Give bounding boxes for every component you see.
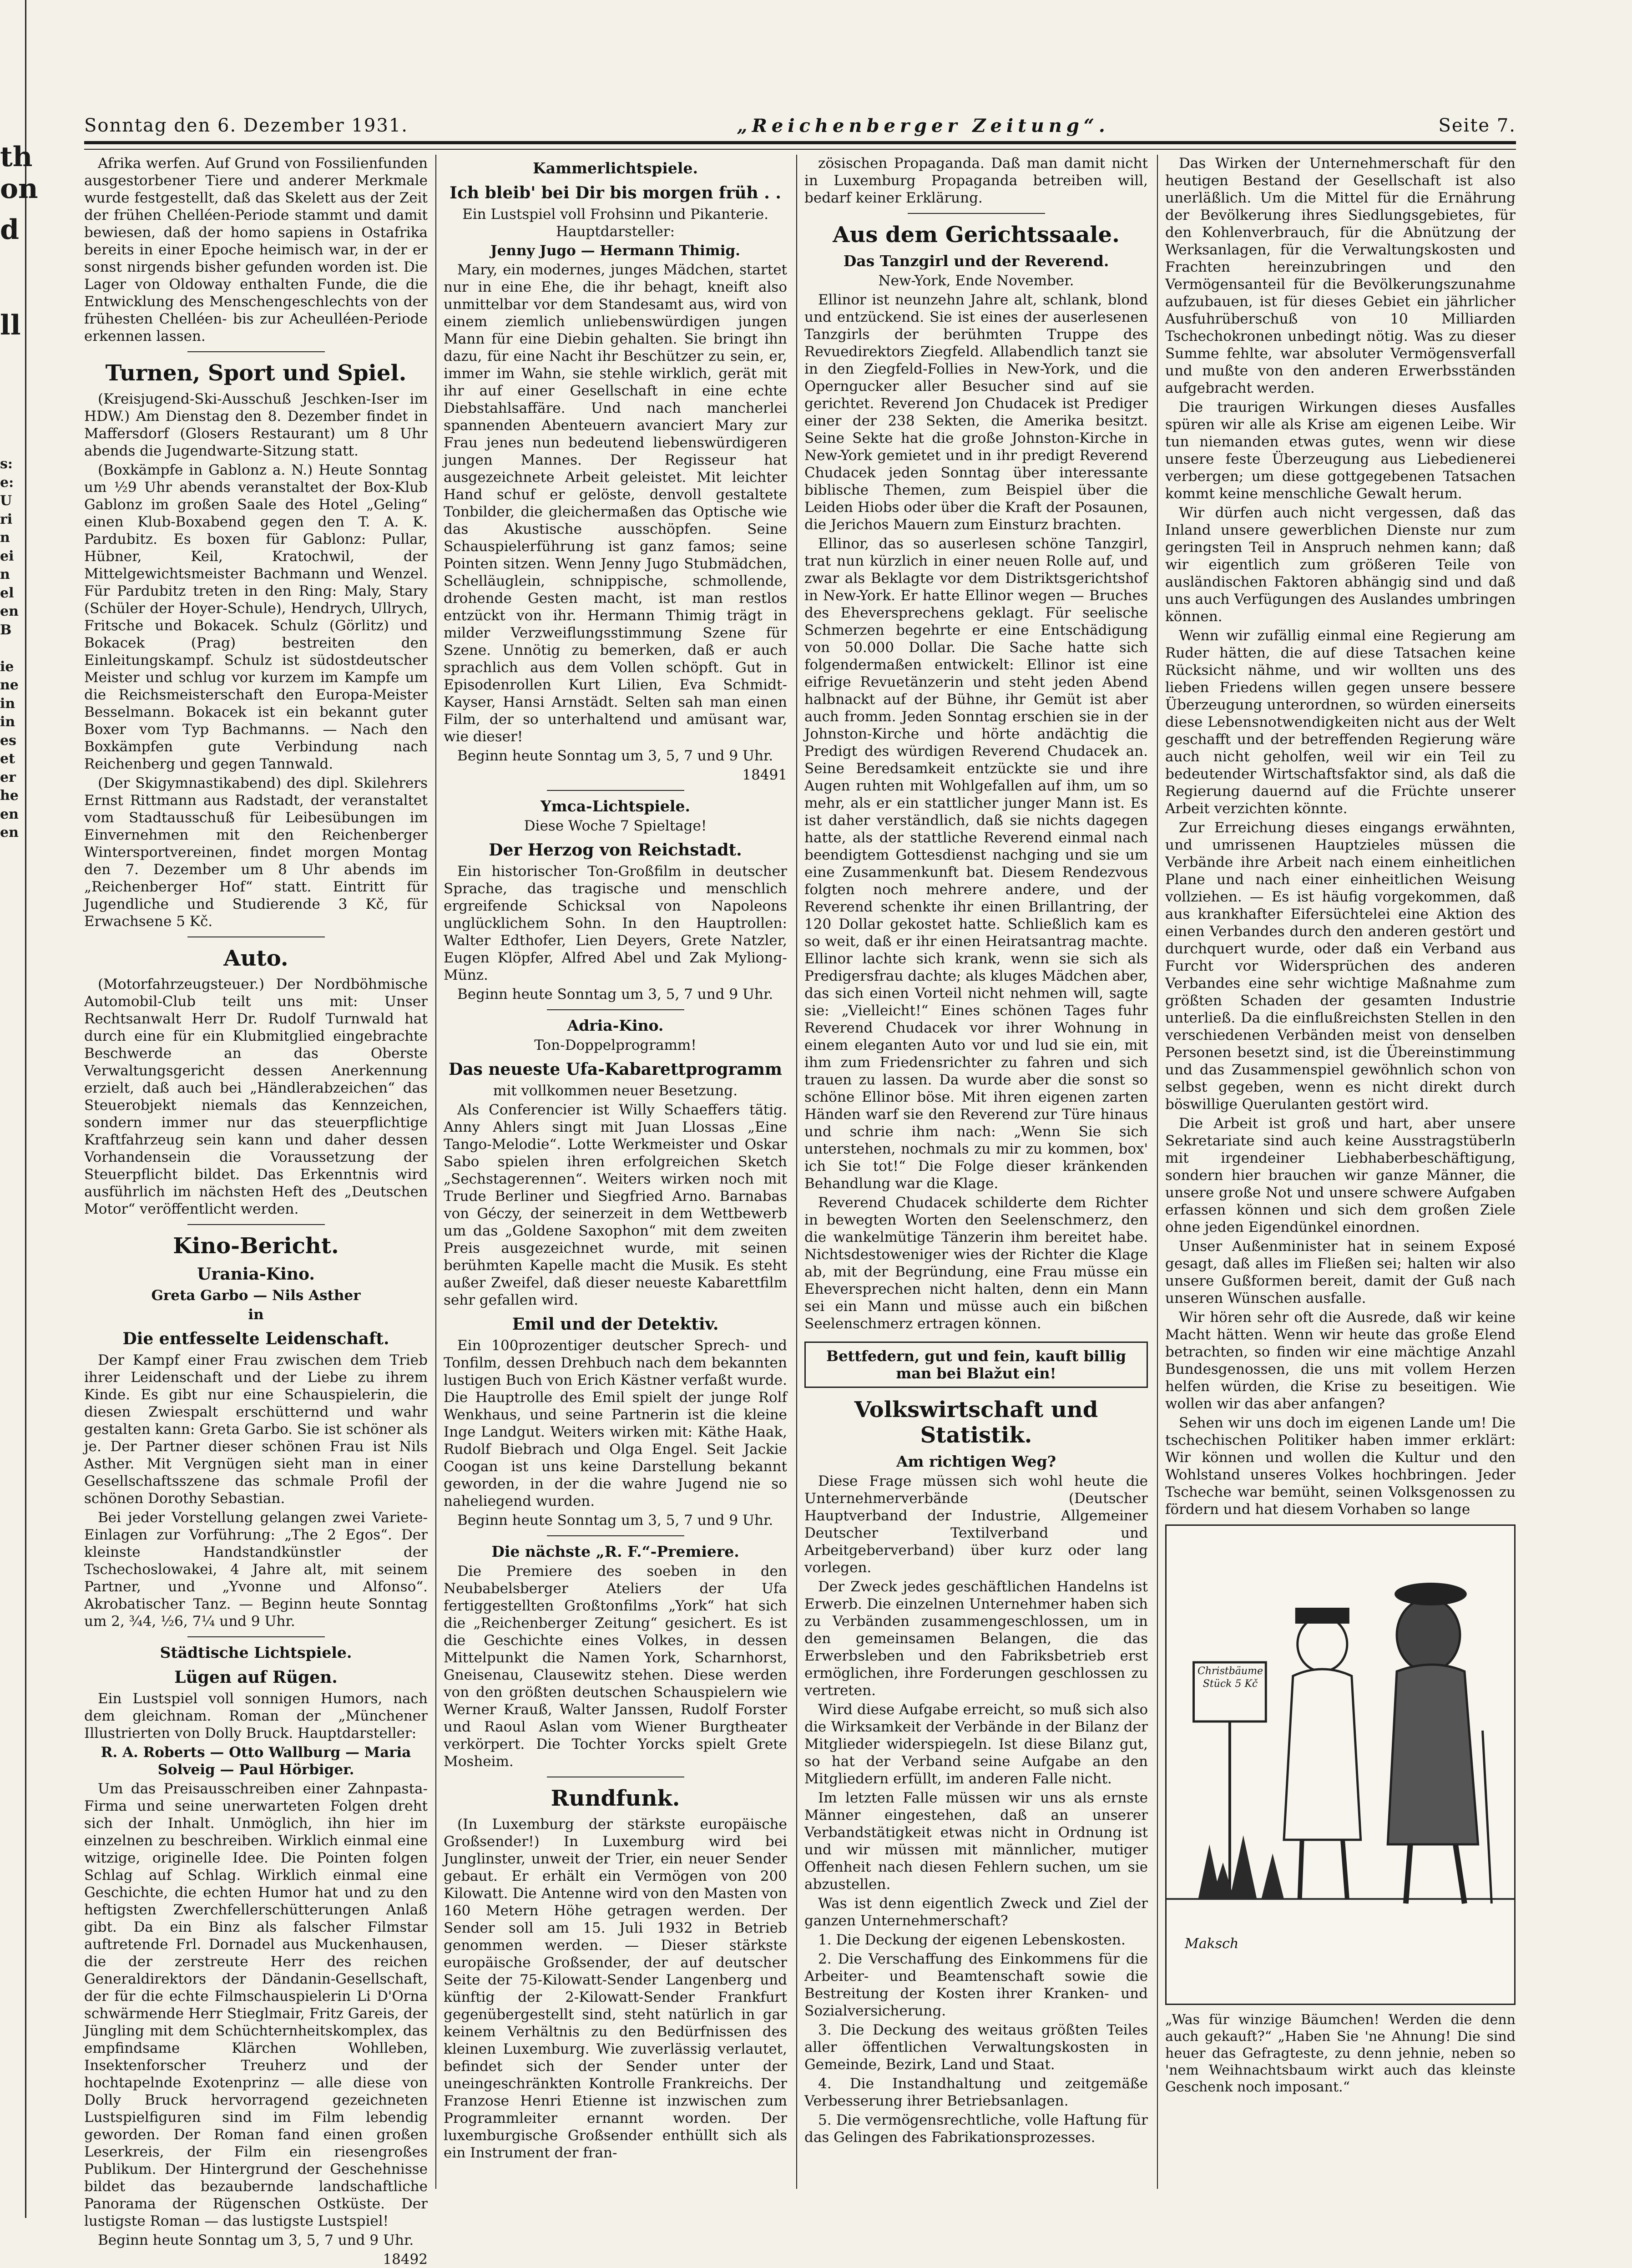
list-item: 2. Die Verschaffung des Einkommens für die Arbeiter- und Beamtenschaft sowie die Bestreitung der Kosten ihrer Kranken- und Sozialversicherung.	[804, 1951, 1148, 2019]
column-divider	[435, 155, 436, 2189]
separator	[547, 1535, 684, 1536]
cartoon-sign-text: Christbäume Stück 5 Kč	[1197, 1666, 1263, 1690]
column-1	[84, 155, 428, 2268]
film-title: Das neueste Ufa-Kabarettprogramm	[448, 1060, 783, 1079]
subtitle: Ton-Doppelprogramm!	[534, 1037, 697, 1053]
list-item: 1. Die Deckung der eigenen Lebenskosten.	[818, 1932, 1126, 1948]
cast-line: Jenny Jugo — Hermann Thimig.	[490, 243, 740, 259]
column-2	[444, 155, 787, 2189]
film-title: Ich bleib' bei Dir bis morgen früh . .	[450, 183, 781, 202]
paragraph: (In Luxemburg der stärkste europäische Großsender!) In Luxemburg wird bei Junglinster, unweit der Trier, ein neuer Sender gebaut. Er erhält ein Vermögen von 200 Kilowatt. Die Antenne wird von den Masten von 160 Metern Höhe getragen werden. Der Sender soll am 15. Juli 1932 in Betrieb genommen werden. — Dieser stärkste europäische Großsender, der auf deutscher Seite der 75-Kilowatt-Sender Langenberg und künftig der 2-Kilowatt-Sender Frankfurt gegenübergestellt sind, steht natürlich in gar keinem Verhältnis zu den Bedürfnissen des kleinen Luxemburg. Wie zuverlässig verlautet, befindet sich der Sender unter der uneingeschränkten Kontrolle Frankreichs. Der Franzose Henri Etienne ist inzwischen zum Programmleiter ernannt worden. Der luxemburgische Großsender enthüllt sich als ein Instrument der fran-	[444, 1816, 787, 2161]
article-heading: Die nächste „R. F.“-Premiere.	[491, 1543, 739, 1560]
ad-code: 18491	[742, 767, 787, 783]
paragraph: Ellinor, das so auserlesen schöne Tanzgirl, trat nun kürzlich in einer neuen Rolle auf, und zwar als Beklagte vor dem Distriktsgerichtshof in New-York. Er hatte Ellinor wegen — Bruches des Eheversprechens geklagt. Für seelische Schmerzen begehrte er eine Entschädigung von 50.000 Dollar. Die Sache hatte sich folgendermaßen entwickelt: Ellinor ist eine eifrige Revuetänzerin und steht jeden Abend halbnackt auf der Bühne, ihr Gemüt ist aber auch fromm. Jeden Sonntag erschien sie in der Johnston-Kirche und hörte andächtig die Predigt des würdigen Reverend Chudacek an. Seine Beredsamkeit entzückte sie und ihre Augen ruhten mit Wohlgefallen auf ihm, um so mehr, als er ein stattlicher junger Mann ist. Es ist daher verständlich, daß sie nichts dagegen hatte, als der stattliche Reverend einmal nach beendigtem Gottesdienst nachging und sie um eine Zusammenkunft bat. Diesem Rendezvous folgten noch mehrere andere, und der Reverend schenkte ihr einen Brillantring, der 120 Dollar gekostet hatte. Schließlich kam es so weit, daß er ihr einen Heiratsantrag machte. Ellinor lachte sich krank, wenn sie sich als Predigersfrau dachte; als kluges Mädchen aber, das sich einen Vorteil nicht nehmen will, sagte sie: „Vielleicht!“ Eines schönen Tages fuhr Reverend Chudacek vor ihrer Wohnung in einem eleganten Auto vor und lud sie ein, mit ihm zum Friedensrichter zu fahren und sich trauen zu lassen. Da wurde aber die sonst so schöne Ellinor böse. Mit ihren eigenen zarten Händen warf sie den Reverend zur Türe hinaus und schrie ihm nach: „Wenn Sie sich unterstehen, nochmals zu mir zu kommen, box' ich Sie tot!“ Die Folge dieser kränkenden Behandlung war die Klage.	[804, 536, 1148, 1192]
list-item: 3. Die Deckung des weitaus größten Teiles aller öffentlichen Verwaltungskosten in Gemeinde, Bezirk, Land und Staat.	[804, 2022, 1148, 2073]
separator	[908, 213, 1045, 214]
header-rule	[84, 141, 1516, 150]
paragraph: Beginn heute Sonntag um 3, 5, 7 und 9 Uhr.	[457, 748, 773, 764]
paragraph: Wird diese Aufgabe erreicht, so muß sich also die Wirksamkeit der Verbände in der Bilanz der Mitglieder widerspiegeln. Ist diese Bilanz gut, so hat der Verband seine Aufgabe an den Mitgliedern erfüllt, im anderen Falle nicht.	[804, 1701, 1148, 1787]
list-item: 5. Die vermögensrechtliche, volle Haftung für das Gelingen des Fabrikationsprozesses.	[804, 2112, 1148, 2146]
article-heading: Am richtigen Weg?	[896, 1453, 1056, 1470]
section-heading-auto: Auto.	[223, 946, 288, 971]
newspaper-title: „Reichenberger Zeitung“.	[737, 115, 1110, 137]
issue-date: Sonntag den 6. Dezember 1931.	[84, 115, 408, 136]
column-4	[1165, 155, 1516, 2189]
paragraph: Ein 100prozentiger deutscher Sprech- und Tonfilm, dessen Drehbuch nach dem bekannten lustigen Buch von Erich Kästner verfaßt wurde. Die Hauptrolle des Emil spielt der junge Rolf Wenkhaus, und seine Partnerin ist die kleine Inge Landgut. Weiters wirken mit: Käthe Haak, Rudolf Biebrach und Olga Engel. Seit Jackie Coogan ist uns keine Darstellung bekannt geworden, in der die wahre Jugend nie so naheliegend wurden.	[444, 1337, 787, 1509]
cinema-name: Kammerlichtspiele.	[533, 159, 698, 177]
paragraph: Wir dürfen auch nicht vergessen, daß das Inland unsere gewerblichen Dienste nur zum geringsten Teil in Anspruch nehmen kann; daß wir eigentlich zum größeren Teile von ausländischen Faktoren abhängig sind und daß uns auch Verfügungen des Auslandes umbringen können.	[1165, 505, 1516, 625]
paragraph: Was ist denn eigentlich Zweck und Ziel der ganzen Unternehmerschaft?	[804, 1895, 1148, 1929]
cartoon-caption: „Was für winzige Bäumchen! Werden die denn auch gekauft?“ „Haben Sie 'ne Ahnung! Die sind heuer das Gefragteste, zu denn jehnie, neben so 'nem Weihnachtsbaum wirkt auch das kleinste Geschenk noch imposant.“	[1165, 2012, 1516, 2095]
section-heading-kino: Kino-Bericht.	[173, 1233, 339, 1259]
column-divider	[1157, 155, 1158, 2189]
column-3	[804, 155, 1148, 2189]
cinema-name: Adria-Kino.	[567, 1017, 664, 1034]
paragraph: Das Wirken der Unternehmerschaft für den heutigen Bestand der Gesellschaft ist also unerläßlich. Um die Mittel für die Ernährung der Bevölkerung ihres Siedlungsgebietes, für den Kohlenverbrauch, für die Abnützung der Werksanlagen, für die Verwaltungskosten und Frachten hereinzubringen und den Vermögensanteil für die Bevölkerungszunahme aufzubauen, ist für dieses Gebiet ein jährlicher Ausfuhrüberschuß von 10 Milliarden Tschechokronen unbedingt nötig. Was zu dieser Summe fehlte, war absoluter Vermögensverfall und mußte von den anderen Erwerbsständen aufgebracht werden.	[1165, 155, 1516, 396]
paragraph: Unser Außenminister hat in seinem Exposé gesagt, daß alles im Fließen sei; halten wir also unsere Gußformen bereit, damit der Guß nach unseren Wünschen ausfalle.	[1165, 1238, 1516, 1306]
cinema-name: Ymca-Lichtspiele.	[541, 797, 690, 815]
column-divider	[796, 155, 797, 2189]
paragraph: (Der Skigymnastikabend) des dipl. Skilehrers Ernst Rittmann aus Radstadt, der veranstaltet vom Stadtausschuß für Leibesübungen im Einvernehmen mit den Reichenberger Wintersportvereinen, findet morgen Montag den 7. Dezember um 8 Uhr abends im „Reichenberger Hof“ statt. Eintritt für Jugendliche und Studierende 3 Kč, für Erwachsene 5 Kč.	[84, 775, 428, 930]
cast-line: in	[248, 1306, 264, 1323]
paragraph: Diese Frage müssen sich wohl heute die Unternehmerverbände (Deutscher Hauptverband der Industrie, Allgemeiner Deutscher Textilverband und Arbeitgeberverband) über kurz oder lang vorlegen.	[804, 1473, 1148, 1576]
advertisement-box: Bettfedern, gut und fein, kauft billig man bei Blažut ein!	[804, 1342, 1148, 1388]
film-title: Lügen auf Rügen.	[174, 1668, 338, 1687]
paragraph: Beginn heute Sonntag um 3, 5, 7 und 9 Uhr.	[457, 986, 773, 1002]
paragraph: Sehen wir uns doch im eigenen Lande um! Die tschechischen Politiker haben immer erklärt: Wir können und wollen die Kultur und den Wohlstand unseres Volkes hochbringen. Jeder Tscheche war bemüht, seinen Volksgenossen zu fördern und hat diesem Vorhaben so lange	[1165, 1415, 1516, 1518]
paragraph: Der Zweck jedes geschäftlichen Handelns ist Erwerb. Die einzelnen Unternehmer haben sich zu Verbänden zusammengeschlossen, um in den gemeinsamen Belangen, die das Erwerbsleben und den Fabriksbetrieb erst ermöglichen, ihre Forderungen geschlossen zu vertreten.	[804, 1579, 1148, 1699]
ad-code: 18492	[383, 2251, 428, 2268]
cinema-name: Urania-Kino.	[197, 1265, 315, 1284]
paragraph: Reverend Chudacek schilderte dem Richter in bewegten Worten den Seelenschmerz, den die wankelmütige Tänzerin ihm bereitet habe. Nichtsdestoweniger wies der Richter die Klage ab, mit der Begründung, eine Frau müsse ein Eheversprechen nicht halten, denn ein Mann sei ein Mann und müsse auch ein bißchen Seelenschmerz ertragen können.	[804, 1195, 1148, 1332]
separator	[187, 1224, 325, 1225]
cartoon-drawing	[1167, 1526, 1514, 2004]
section-heading-sport: Turnen, Sport und Spiel.	[105, 360, 407, 386]
section-heading-economy: Volkswirtschaft und Statistik.	[854, 1397, 1098, 1448]
paragraph: Als Conferencier ist Willy Schaeffers tätig. Anny Ahlers singt mit Juan Llossas „Eine Tango-Melodie“. Lotte Werkmeister und Oskar Sabo spielen ihren erfolgreichen Sketch „Sechstagerennen“. Weiters wirken noch mit Trude Berliner und Siegfried Arno. Barnabas von Géczy, der seinerzeit in dem Wettbewerb um das „Goldene Saxophon“ mit dem zweiten Preis ausgezeichnet wurde, mit seinen berühmten Kapelle macht die Musik. Es steht außer Zweifel, daß dieser neueste Kabarettfilm sehr gefallen wird.	[444, 1102, 787, 1308]
subtitle: Diese Woche 7 Spieltage!	[524, 818, 707, 834]
edge-fragment: s: e: U ri n ei n el en B ie ne in in es et er he en en	[0, 456, 19, 840]
film-title: Die entfesselte Leidenschaft.	[122, 1329, 389, 1348]
paragraph: Beginn heute Sonntag um 3, 5, 7 und 9 Uhr.	[98, 2232, 414, 2248]
separator	[187, 351, 325, 352]
cinema-name: Städtische Lichtspiele.	[160, 1644, 352, 1661]
paragraph: Der Kampf einer Frau zwischen dem Trieb ihrer Leidenschaft und der Liebe zu ihrem Kinde. Es gibt nur eine Schauspielerin, die diesen Zwiespalt erschütternd und wahr gestalten kann: Greta Garbo. Sie ist schöner als je. Der Partner dieser schönen Frau ist Nils Asther. Mit Vergnügen sieht man in einer Gesellschaftsszene das schmale Profil der schönen Dorothy Sebastian.	[84, 1352, 428, 1507]
paragraph: zösischen Propaganda. Daß man damit nicht in Luxemburg Propaganda betreiben will, bedarf keiner Erklärung.	[804, 155, 1148, 206]
paragraph: (Boxkämpfe in Gablonz a. N.) Heute Sonntag um ½9 Uhr abends veranstaltet der Box-Klub Gablonz im großen Saale des Hotel „Geling“ einen Klub-Boxabend gegen den T. A. K. Pardubitz. Es boxen für Gablonz: Pullar, Hübner, Keil, Kratochwil, der Mittelgewichtsmeister Bachmann und Wenzel. Für Pardubitz treten in den Ring: Maly, Stary (Schüler der Hoyer-Schule), Hendrych, Ullrych, Fritsche und Bokacek. Schulz (Görlitz) und Bokacek (Prag) bestreiten den Einleitungskampf. Schulz ist südostdeutscher Meister und schlug vor kurzem im Kampfe um die Reichsmeisterschaft den Europa-Meister Besselmann. Bokacek ist ein bekannt guter Boxer vom Typ Bachmanns. — Nach den Boxkämpfen gute Verbindung nach Reichenberg und gegen Tannwald.	[84, 462, 428, 772]
paragraph: (Motorfahrzeugsteuer.) Der Nordböhmische Automobil-Club teilt uns mit: Unser Rechtsanwalt Herr Dr. Rudolf Turnwald hat durch eine für ein Klubmitglied eingebrachte Beschwerde an das Oberste Verwaltungsgericht dessen Anerkennung erzielt, daß auch bei „Händlerabzeichen“ das Steuerobjekt niemals das Kennzeichen, sondern immer nur das steuerpflichtige Kraftfahrzeug sein kann und daher dessen Vorhandensein die Voraussetzung der Steuerpflicht bildet. Das Erkenntnis wird ausführlich im nächsten Heft des „Deutschen Motor“ veröffentlicht werden.	[84, 976, 428, 1217]
subtitle: Ein Lustspiel voll Frohsinn und Pikanterie. Hauptdarsteller:	[462, 206, 768, 240]
paragraph: Bei jeder Vorstellung gelangen zwei Variete-Einlagen zur Vorführung: „The 2 Egos“. Der kleinste Handstandkünstler der Tschechoslowakei, 4 Jahre alt, mit seinem Partner, und „Yvonne und Alfonso“. Akrobatischer Tanz. — Beginn heute Sonntag um 2, ¾4, ½6, 7¼ und 9 Uhr.	[84, 1509, 428, 1630]
paragraph: Wir hören sehr oft die Ausrede, daß wir keine Macht hätten. Wenn wir heute das große Elend betrachten, so finden wir eine mächtige Anzahl Bundesgenossen, die uns mit vollem Herzen helfen würden, die Krise zu beseitigen. Wie wollen wir das aber anfangen?	[1165, 1309, 1516, 1412]
separator	[547, 790, 684, 791]
paragraph: Zur Erreichung dieses eingangs erwähnten, und umrissenen Hauptzieles müssen die Verbände ihre Arbeit nach einem einheitlichen Plane und nach einer einheitlichen Weisung vollziehen. — Es ist häufig vorgekommen, daß aus krankhafter Eifersüchtelei eine Aktion des einen Verbandes durch den anderen gestört und durchquert wurde, oder daß ein Verband aus Furcht vor Widersprüchen des anderen Verbandes eine sehr wichtige Maßnahme zum größten Schaden der gesamten Industrie unterließ. Da die einflußreichsten Stellen in den verschiedenen Verbänden meist von denselben Personen besetzt sind, ist die Übereinstimmung und das Zusammenspiel gewöhnlich schon von selbst gegeben, wenn es nicht direkt durch böswillige Querulanten gestört wird.	[1165, 820, 1516, 1113]
cast-line: Greta Garbo — Nils Asther	[151, 1287, 361, 1304]
section-heading-rundfunk: Rundfunk.	[551, 1786, 680, 1811]
paragraph: Mary, ein modernes, junges Mädchen, startet nur in eine Ehe, die ihr behagt, kneift also unmittelbar vor dem Standesamt aus, wird von einem ziemlich unliebenswürdigen jungen Mann für eine Diebin gehalten. Sie bringt ihn dazu, für eine Nacht ihr Beschützer zu sein, er, immer im Wahn, sie stehle wirklich, gerät mit ihr auf einer Gesellschaft in eine echte Diebstahlsaffäre. Und nach mancherlei spannenden Abenteuern avanciert Mary zur Frau jenes nun bedeutend liebenswürdigeren jungen Mannes. Der Regisseur hat ausgezeichnete Arbeit geleistet. Mit leichter Hand schuf er gelöste, denvoll gestaltete Tonbilder, die gleichermaßen das Optische wie das Akustische ausschöpfen. Seine Schauspielerführung ist ganz famos; seine Pointen sitzen. Wenn Jenny Jugo Stubmädchen, Schelläuglein, schnippische, schmollende, drohende Gesten macht, ist man restlos entzückt von ihr. Hermann Thimig trägt in milder Verzweiflungsstimmung Szene für Szene. Unnötig zu bemerken, daß er auch sprachlich aus dem Vollen schöpft. Gut in Episodenrollen Kurt Lilien, Eva Schmidt-Kayser, Hansi Arnstädt. Selten sah man einen Film, der so unterhaltend und amüsant war, wie dieser!	[444, 262, 787, 745]
paragraph: Die Premiere des soeben in den Neubabelsberger Ateliers der Ufa fertiggestellten Großtonfilms „York“ hat sich die „Reichenberger Zeitung“ gesichert. Es ist die Geschichte eines Volkes, in dessen Mittelpunkt die Namen York, Scharnhorst, Gneisenau, Clausewitz stehen. Diese werden von den größten deutschen Schauspielern wie Werner Krauß, Walter Janssen, Rudolf Forster und Raoul Aslan vom Wiener Burgtheater verkörpert. Die Tochter Yorcks spielt Grete Mosheim.	[444, 1563, 787, 1770]
artist-signature: Maksch	[1185, 1936, 1239, 1952]
page-number: Seite 7.	[1438, 115, 1516, 136]
cartoon-illustration	[1165, 1524, 1516, 2005]
paragraph: Wenn wir zufällig einmal eine Regierung am Ruder hätten, die auf diese Tatsachen keine Rücksicht nähme, und wir wollten uns des lieben Friedens willen gegen unsere bessere Überzeugung unterordnen, so würden einerseits diese Lebensnotwendigkeiten nicht aus der Welt geschafft und der betreffenden Regierung wäre auch nicht geholfen, weil wir ein Teil zu bedeutender Wirtschaftsfaktor sind, als daß die Regierung dauernd auf die Früchte unserer Arbeit verzichten könnte.	[1165, 628, 1516, 817]
edge-fragment: th on	[0, 141, 38, 205]
cast-line: R. A. Roberts — Otto Wallburg — Maria Solveig — Paul Hörbiger.	[101, 1744, 411, 1778]
edge-fragment: d ll	[0, 214, 21, 341]
film-title: Der Herzog von Reichstadt.	[489, 840, 742, 860]
paragraph: Ellinor ist neunzehn Jahre alt, schlank, blond und entzückend. Sie ist eines der auserlesenen Tanzgirls der berühmten Truppe des Revuedirektors Ziegfeld. Allabendlich tanzt sie in den Ziegfeld-Follies in New-York, und die Operngucker aller Besucher sind auf sie gerichtet. Reverend Jon Chudacek ist Prediger einer der 238 Sekten, die Amerika besitzt. Seine Sekte hat die große Johnston-Kirche in New-York gemietet und in ihr predigt Reverend Chudacek jeden Sonntag über interessante biblische Themen, zum Beispiel über die Leiden Hiobs oder über die Kraft der Posaunen, die Jerichos Mauern zum Einsturz brachten.	[804, 292, 1148, 533]
separator	[547, 1009, 684, 1010]
article-heading: Das Tanzgirl und der Reverend.	[843, 252, 1109, 270]
section-heading-court: Aus dem Gerichtssaale.	[833, 222, 1120, 248]
paragraph: Beginn heute Sonntag um 3, 5, 7 und 9 Uhr.	[457, 1512, 773, 1529]
paragraph: Die traurigen Wirkungen dieses Ausfalles spüren wir alle als Krise am eigenen Leibe. Wir tun niemanden etwas gutes, wenn wir diese unsere feste Überzeugung aus Liebedienerei verbergen; um diese gottgegebenen Tatsachen kommt keine menschliche Gewalt herum.	[1165, 399, 1516, 502]
paragraph: Afrika werfen. Auf Grund von Fossilienfunden ausgestorbener Tiere und anderer Merkmale wurde festgestellt, daß das Skelett aus der Zeit der frühen Chelléen-Periode stammt und damit bewiesen, daß der homo sapiens in Ostafrika bereits in einer Epoche heimisch war, in der er sonst nirgends bisher gefunden worden ist. Die Lager von Oldoway enthalten Funde, die die Entwicklung des Menschengeschlechts von der frühesten Chelléen- bis zur Acheulléen-Periode erkennen lassen.	[84, 155, 428, 344]
separator	[187, 1636, 325, 1637]
film-title: Emil und der Detektiv.	[512, 1315, 719, 1334]
dateline: New-York, Ende November.	[878, 273, 1074, 289]
page-header	[84, 111, 1516, 140]
paragraph: Die Arbeit ist groß und hart, aber unsere Sekretariate sind auch keine Ausstragstüberln mit irgendeiner Liebhaberbeschäftigung, sondern hier brauchen wir ganze Männer, die unsere große Not und unsere schwere Aufgaben erfassen können und sich dem großen Ziele ohne jeden Eigendünkel einordnen.	[1165, 1115, 1516, 1235]
paragraph: Im letzten Falle müssen wir uns als ernste Männer eingestehen, daß an unserer Verbandstätigkeit etwas nicht in Ordnung ist und wir müssen mit männlicher, mutiger Offenheit nach diesen Fehlern suchen, um sie abzustellen.	[804, 1790, 1148, 1893]
paragraph: Ein Lustspiel voll sonnigen Humors, nach dem gleichnam. Roman der „Münchener Illustrierten von Dolly Bruck. Hauptdarsteller:	[84, 1691, 428, 1742]
subtitle: mit vollkommen neuer Besetzung.	[493, 1083, 738, 1099]
list-item: 4. Die Instandhaltung und zeitgemäße Verbesserung ihrer Betriebsanlagen.	[804, 2076, 1148, 2109]
paragraph: Um das Preisausschreiben einer Zahnpasta-Firma und seine unerwarteten Folgen dreht sich der Inhalt. Unmöglich, ihn hier im einzelnen zu beschreiben. Wirklich einmal eine witzige, originelle Idee. Die Pointen folgen Schlag auf Schlag. Wirklich einmal eine Geschichte, die echten Humor hat und zu den heftigsten Zwerchfellerschütterungen Anlaß gibt. Da ein Binz als falscher Filmstar auftretende Frl. Dornadel aus Muckenhausen, die der zerstreute Herr des reichen Generaldirektors der Dändanin-Gesellschaft, der für die echte Filmschauspielerin Li D'Orna schwärmende Herr Stieglmair, Fritz Gareis, der Jüngling mit dem Schüchternheitskomplex, das empfindsame Klärchen Wohlleben, Insektenforscher Treuherz und der hochtapelnde Exotenprinz — alle diese von Dolly Bruck hervorragend gezeichneten Lustspielfiguren sind im Film lebendig geworden. Der Roman fand einen großen Leserkreis, der Film ein riesengroßes Publikum. Der Hintergrund der Geschehnisse bildet das bezaubernde landschaftliche Panorama der Rügenschen Ostküste. Der lustigste Roman — das lustigste Lustspiel!	[84, 1781, 428, 2229]
left-page-edge	[0, 0, 38, 2218]
paragraph: Ein historischer Ton-Großfilm in deutscher Sprache, das tragische und menschlich ergreifende Schicksal von Napoleons unglücklichem Sohn. In den Hauptrollen: Walter Edthofer, Lien Deyers, Grete Natzler, Eugen Klöpfer, Alfred Abel und Zak Myliong-Münz.	[444, 863, 787, 983]
paragraph: (Kreisjugend-Ski-Ausschuß Jeschken-Iser im HDW.) Am Dienstag den 8. Dezember findet in Maffersdorf (Glosers Restaurant) um 8 Uhr abends die Jugendwarte-Sitzung statt.	[84, 391, 428, 459]
